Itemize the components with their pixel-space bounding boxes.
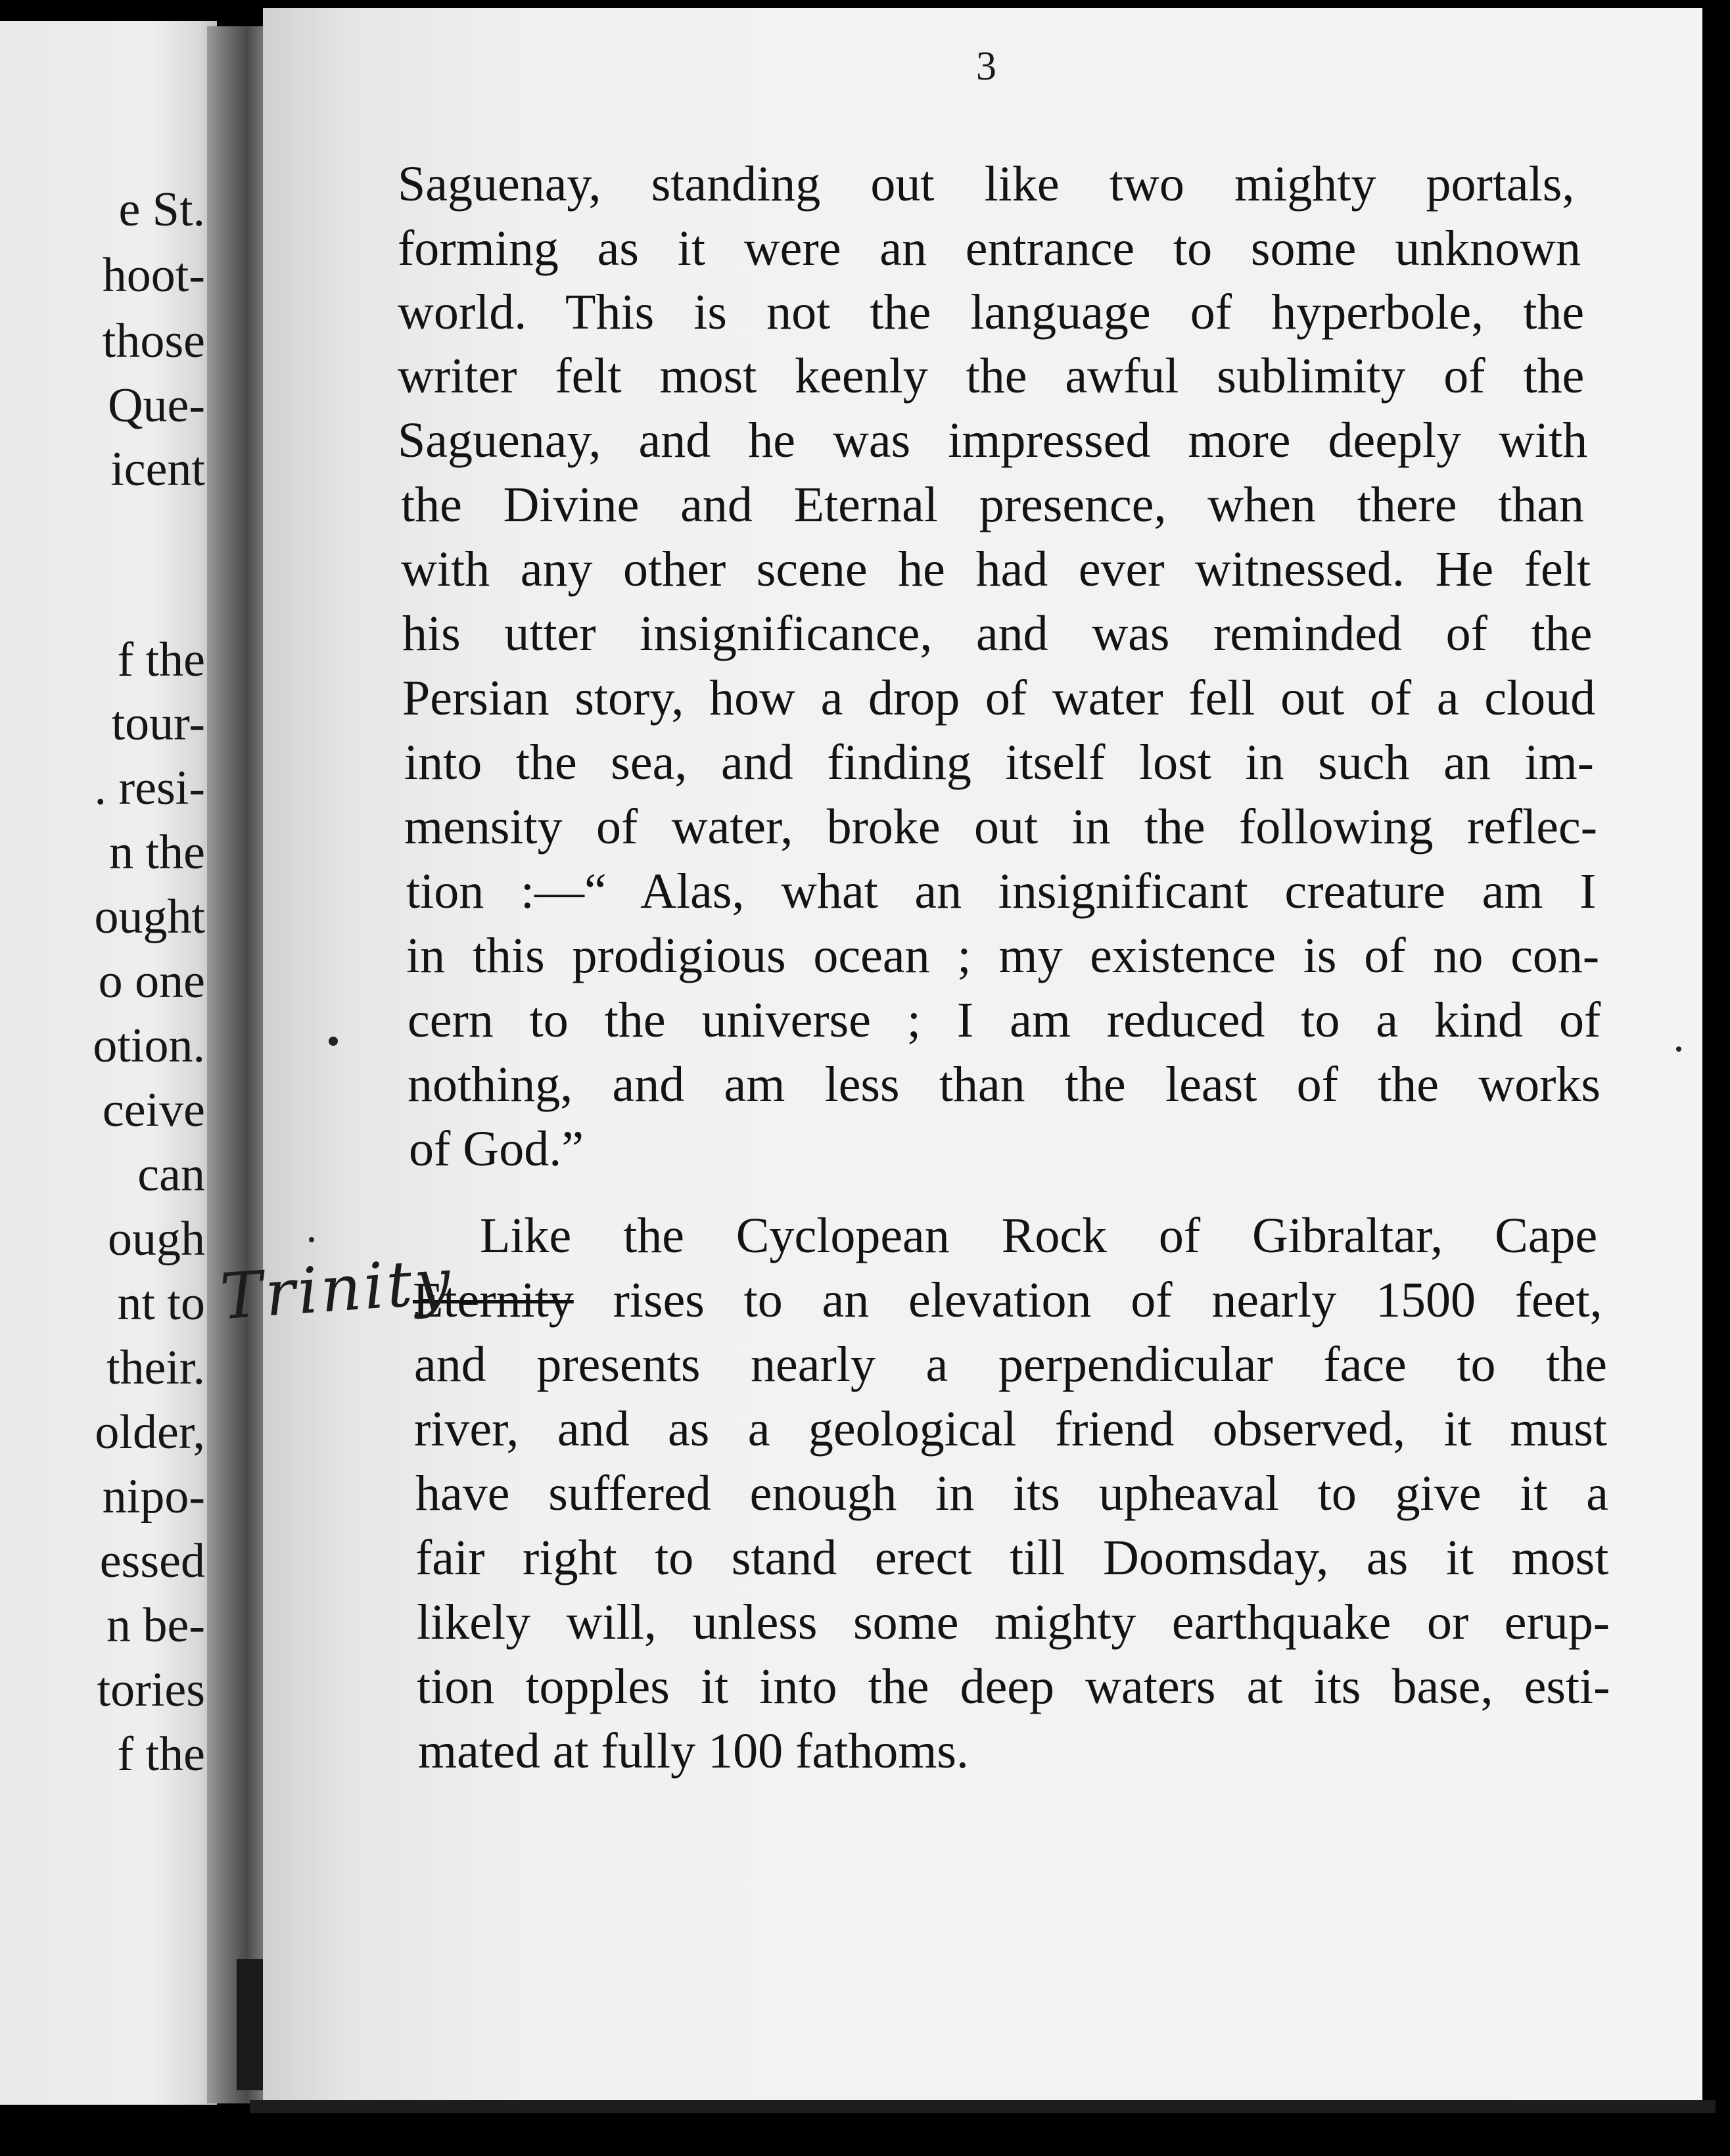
left-page-line: older,: [95, 1405, 205, 1459]
text-line: Persian story, how a drop of water fell out of a cloud: [402, 670, 1596, 726]
left-page-line: o one: [98, 954, 205, 1008]
text-line: have suffered enough in its upheaval to give it a: [415, 1466, 1608, 1521]
text-line: with any other scene he had ever witnessed. He felt: [401, 542, 1591, 597]
left-page-line: tories: [97, 1663, 205, 1717]
line-remainder: rises to an elevation of nearly 1500 feet,: [573, 1273, 1602, 1328]
text-line: cern to the universe ; I am reduced to a kind of: [408, 993, 1601, 1048]
left-page-line: their.: [106, 1341, 205, 1395]
text-line: tion topples it into the deep waters at its base, esti-: [417, 1659, 1610, 1714]
left-page-line: can: [137, 1148, 205, 1202]
text-line: river, and as a geological friend observed, it must: [414, 1401, 1607, 1457]
left-page-line: ceive: [102, 1083, 205, 1137]
left-page-line: hoot-: [102, 248, 205, 302]
page-bottom-edge: [250, 2100, 1716, 2113]
left-facing-page: [0, 21, 217, 2105]
page-number: 3: [976, 44, 996, 89]
text-line: writer felt most keenly the awful sublimity of the: [398, 348, 1585, 404]
left-page-line: nt to: [117, 1277, 205, 1330]
ink-speck: [1676, 1046, 1681, 1052]
text-line: Saguenay, standing out like two mighty portals,: [398, 156, 1575, 212]
ink-speck: [309, 1237, 314, 1242]
left-page-line: ought: [94, 890, 205, 944]
text-line: into the sea, and finding itself lost in such an im-: [404, 735, 1594, 790]
left-page-line: e St.: [118, 183, 205, 237]
left-page-line: Que-: [108, 379, 205, 433]
text-line: Like the Cyclopean Rock of Gibraltar, Cape: [480, 1208, 1598, 1263]
text-line: forming as it were an entrance to some unknown: [398, 221, 1581, 276]
text-line: mated at fully 100 fathoms.: [418, 1723, 969, 1779]
text-line: nothing, and am less than the least of the works: [408, 1057, 1601, 1112]
left-page-line: icent: [110, 442, 205, 496]
left-page-line: f the: [117, 1727, 205, 1781]
text-line-with-correction: [413, 1273, 1602, 1328]
text-line: of God.”: [409, 1121, 584, 1177]
text-line: likely will, unless some mighty earthquake or erup-: [417, 1595, 1610, 1650]
handwritten-correction: Trinity: [218, 1244, 456, 1334]
left-page-line: f the: [117, 633, 205, 687]
text-line: in this prodigious ocean ; my existence is of no con-: [406, 928, 1600, 983]
ink-speck: [329, 1037, 338, 1046]
left-page-line: n be-: [106, 1599, 205, 1652]
left-page-line: tour-: [111, 697, 205, 751]
text-line: and presents nearly a perpendicular face to the: [414, 1337, 1607, 1392]
text-line: mensity of water, broke out in the following reflec-: [404, 799, 1597, 855]
left-page-line: those: [102, 314, 205, 368]
left-page-line: nipo-: [102, 1470, 205, 1524]
text-line: world. This is not the language of hyperbole, the: [398, 285, 1585, 340]
left-page-line: ough: [108, 1212, 205, 1266]
text-line: Saguenay, and he was impressed more deeply with: [398, 413, 1588, 468]
left-page-line: essed: [99, 1534, 205, 1588]
right-page: [263, 8, 1702, 2101]
struck-word: Eternity: [413, 1273, 574, 1328]
text-line: tion :—“ Alas, what an insignificant creature am I: [406, 864, 1597, 919]
left-page-line: . resi-: [94, 761, 205, 815]
left-page-line: n the: [109, 826, 205, 879]
text-line: the Divine and Eternal presence, when there than: [401, 477, 1585, 532]
text-line: fair right to stand erect till Doomsday, as it most: [415, 1530, 1609, 1585]
left-page-line: otion.: [93, 1019, 205, 1073]
text-line: his utter insignificance, and was reminded of the: [402, 606, 1593, 661]
